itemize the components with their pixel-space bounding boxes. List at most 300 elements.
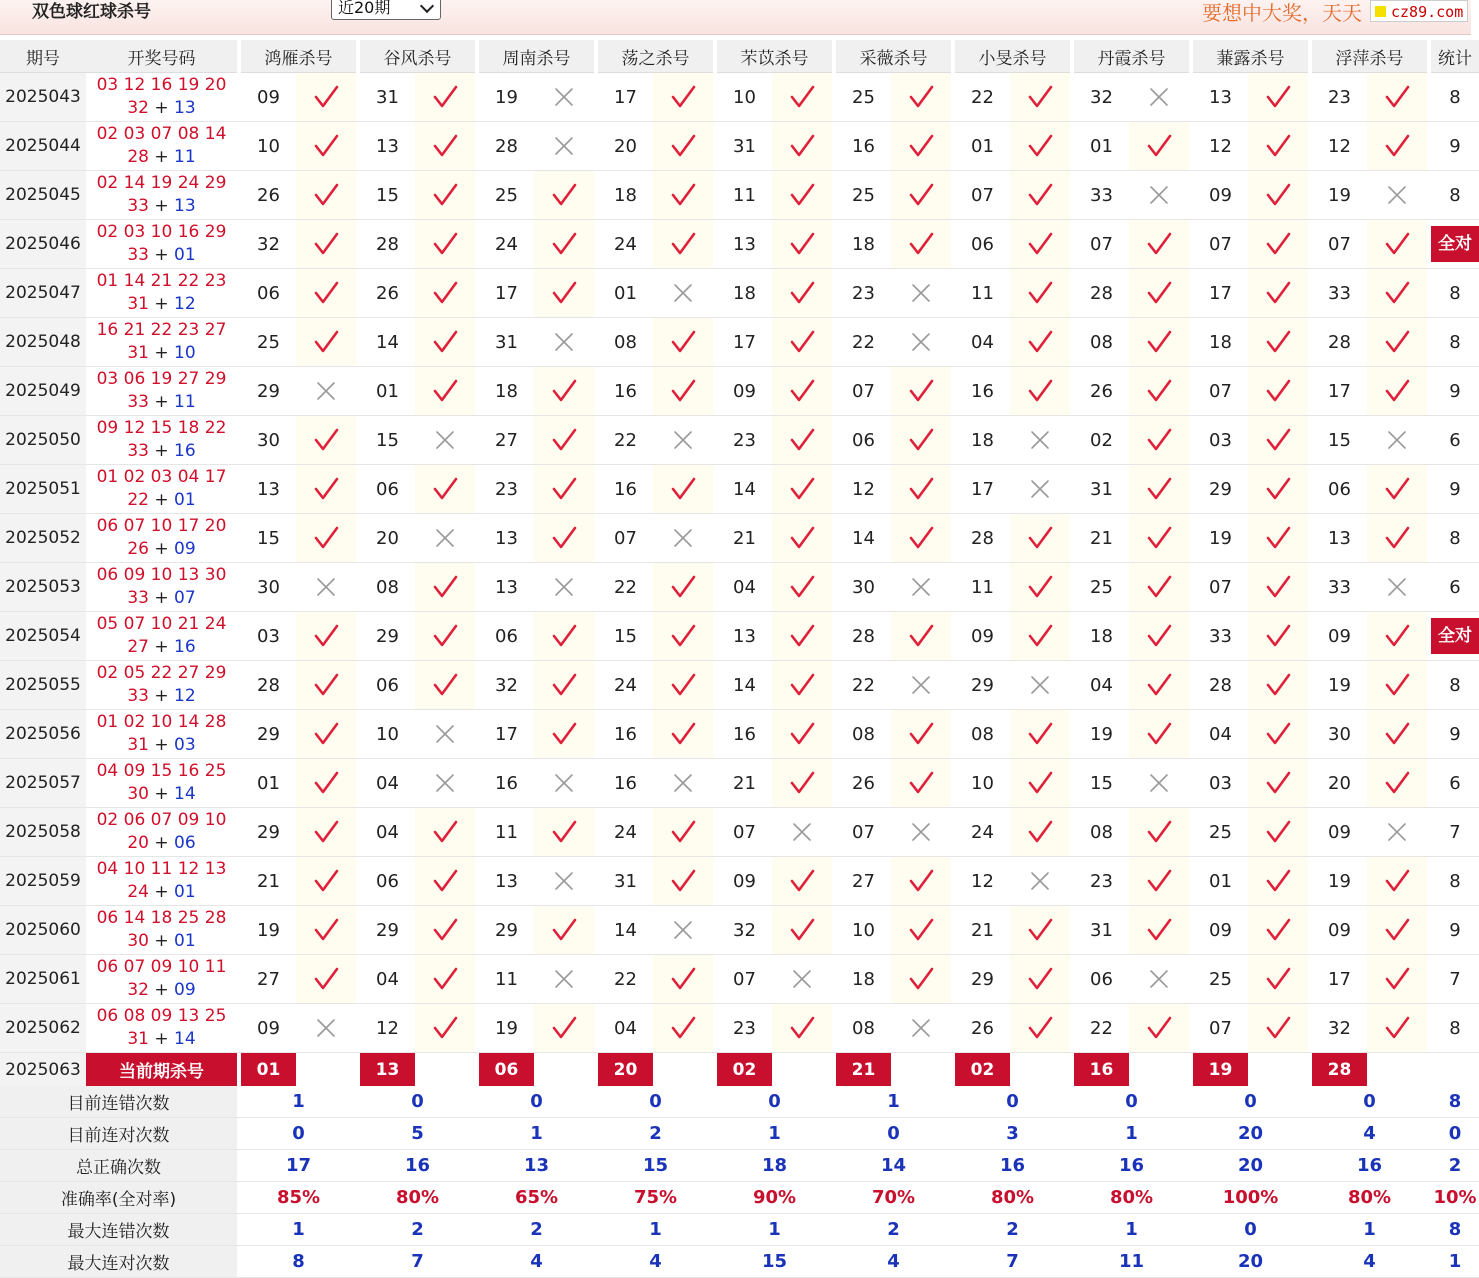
summary-value: 7: [360, 1246, 475, 1278]
kill-number: 32: [241, 220, 296, 269]
kill-number: 27: [836, 857, 891, 906]
red-ball-6: 26: [127, 539, 149, 559]
summary-value: 4: [836, 1246, 951, 1278]
kill-number: 30: [836, 563, 891, 612]
check-icon: [415, 73, 475, 122]
issue-cell: 2025048: [0, 318, 86, 367]
kill-number: 24: [598, 808, 653, 857]
check-icon: [296, 269, 356, 318]
kill-number: 21: [241, 857, 296, 906]
summary-stat: 0: [1431, 1118, 1479, 1150]
kill-number: 15: [1074, 759, 1129, 808]
summary-label: 目前连错次数: [0, 1086, 237, 1118]
summary-value: 17: [241, 1150, 356, 1182]
table-row: [0, 73, 1479, 122]
kill-number: 12: [836, 465, 891, 514]
issue-cell: 2025049: [0, 367, 86, 416]
check-icon: [772, 906, 832, 955]
table-row: [0, 857, 1479, 906]
summary-value: 80%: [1312, 1182, 1427, 1214]
plus-sign: +: [154, 588, 169, 608]
kill-number: 29: [360, 612, 415, 661]
summary-value: 11: [1074, 1246, 1189, 1278]
issue-cell: 2025058: [0, 808, 86, 857]
draw-numbers: [86, 661, 237, 710]
kill-number: 14: [360, 318, 415, 367]
draw-numbers: [86, 465, 237, 514]
kill-number: 06: [360, 465, 415, 514]
cross-icon: [891, 318, 951, 367]
check-icon: [1129, 857, 1189, 906]
kill-number: 03: [241, 612, 296, 661]
check-icon: [1010, 759, 1070, 808]
kill-number: 19: [479, 73, 534, 122]
check-icon: [772, 269, 832, 318]
stat-value: 8: [1449, 870, 1461, 892]
current-kill-blank: [296, 1053, 356, 1086]
summary-value: 1: [1074, 1118, 1189, 1150]
check-icon: [653, 122, 713, 171]
check-icon: [1367, 710, 1427, 759]
current-kill-number: 16: [1074, 1053, 1129, 1086]
check-icon: [296, 612, 356, 661]
kill-number: 28: [1074, 269, 1129, 318]
stat-value: 8: [1449, 331, 1461, 353]
cross-icon: [1010, 416, 1070, 465]
kill-number: 32: [1074, 73, 1129, 122]
blue-ball: 01: [174, 882, 196, 902]
check-icon: [296, 955, 356, 1004]
red-ball-6: 20: [127, 833, 149, 853]
kill-number: 08: [598, 318, 653, 367]
summary-value: 1: [1074, 1214, 1189, 1246]
table-row: [0, 906, 1479, 955]
stat-value: 8: [1449, 184, 1461, 206]
check-icon: [1248, 808, 1308, 857]
issue-cell: 2025053: [0, 563, 86, 612]
check-icon: [891, 955, 951, 1004]
draw-numbers: [86, 710, 237, 759]
check-icon: [1367, 367, 1427, 416]
header-expert: 芣苡杀号: [717, 40, 832, 73]
kill-number: 13: [717, 612, 772, 661]
check-icon: [1010, 318, 1070, 367]
kill-number: 17: [1312, 367, 1367, 416]
table-row: [0, 171, 1479, 220]
cross-icon: [891, 1004, 951, 1053]
kill-number: 10: [360, 710, 415, 759]
check-icon: [415, 808, 475, 857]
kill-number: 29: [955, 955, 1010, 1004]
kill-number: 22: [598, 955, 653, 1004]
check-icon: [653, 808, 713, 857]
check-icon: [653, 73, 713, 122]
kill-number: 04: [1074, 661, 1129, 710]
stat-value: 7: [1449, 968, 1461, 990]
draw-line-2: [86, 1028, 237, 1051]
current-kill-blank: [1010, 1053, 1070, 1086]
summary-stat: 8: [1431, 1214, 1479, 1246]
red-ball-6: 31: [127, 343, 149, 363]
check-icon: [534, 220, 594, 269]
stat-value: 9: [1449, 135, 1461, 157]
check-icon: [891, 906, 951, 955]
check-icon: [653, 318, 713, 367]
kill-number: 13: [360, 122, 415, 171]
stat-value: 9: [1449, 723, 1461, 745]
kill-number: 04: [360, 759, 415, 808]
draw-numbers: [86, 808, 237, 857]
cross-icon: [415, 514, 475, 563]
kill-number: 33: [1312, 563, 1367, 612]
stat-count: [1431, 1004, 1479, 1053]
blue-ball: 10: [174, 343, 196, 363]
summary-value: 0: [1193, 1214, 1308, 1246]
kill-number: 23: [1312, 73, 1367, 122]
draw-numbers: [86, 906, 237, 955]
red-balls: 02 05 22 27 29: [96, 663, 227, 683]
stat-value: 全对: [1431, 618, 1479, 654]
table-row: [0, 122, 1479, 171]
kill-number: 28: [1312, 318, 1367, 367]
check-icon: [1248, 759, 1308, 808]
blue-ball: 03: [174, 735, 196, 755]
kill-number: 26: [836, 759, 891, 808]
kill-number: 16: [598, 710, 653, 759]
check-icon: [296, 220, 356, 269]
kill-number: 01: [360, 367, 415, 416]
cross-icon: [1367, 416, 1427, 465]
summary-value: 85%: [241, 1182, 356, 1214]
summary-value: 2: [360, 1214, 475, 1246]
check-icon: [296, 759, 356, 808]
cross-icon: [1367, 563, 1427, 612]
kill-number: 18: [836, 220, 891, 269]
stat-count: [1431, 955, 1479, 1004]
kill-number: 07: [1074, 220, 1129, 269]
check-icon: [1010, 612, 1070, 661]
summary-value: 90%: [717, 1182, 832, 1214]
summary-value: 13: [479, 1150, 594, 1182]
red-ball-6: 33: [127, 392, 149, 412]
stat-count: [1431, 710, 1479, 759]
summary-label: 总正确次数: [0, 1150, 237, 1182]
summary-value: 1: [1312, 1214, 1427, 1246]
cross-icon: [1129, 171, 1189, 220]
issue-cell: 2025043: [0, 73, 86, 122]
blue-ball: 16: [174, 441, 196, 461]
kill-number: 22: [836, 661, 891, 710]
kill-number: 24: [479, 220, 534, 269]
check-icon: [415, 661, 475, 710]
logo-text: cz89.com: [1391, 3, 1464, 21]
kill-number: 03: [1193, 759, 1248, 808]
cross-icon: [534, 318, 594, 367]
check-icon: [296, 465, 356, 514]
kill-number: 21: [717, 759, 772, 808]
kill-number: 28: [955, 514, 1010, 563]
check-icon: [296, 514, 356, 563]
check-icon: [653, 710, 713, 759]
red-balls: 16 21 22 23 27: [96, 320, 227, 340]
kill-number: 06: [360, 857, 415, 906]
red-balls: 06 09 10 13 30: [96, 565, 227, 585]
current-kill-label: 当前期杀号: [86, 1053, 237, 1086]
summary-row: [0, 1086, 1479, 1118]
check-icon: [415, 1004, 475, 1053]
check-icon: [415, 220, 475, 269]
plus-sign: +: [154, 784, 169, 804]
red-ball-6: 33: [127, 196, 149, 216]
current-kill-number: 01: [241, 1053, 296, 1086]
header-expert: 采薇杀号: [836, 40, 951, 73]
blue-ball: 11: [174, 392, 196, 412]
stat-value: 8: [1449, 527, 1461, 549]
period-select[interactable]: [331, 0, 441, 20]
check-icon: [1010, 710, 1070, 759]
kill-number: 26: [241, 171, 296, 220]
stat-count: [1431, 563, 1479, 612]
check-icon: [653, 1004, 713, 1053]
draw-line-2: [86, 97, 237, 120]
kill-number: 11: [955, 563, 1010, 612]
current-kill-number: 13: [360, 1053, 415, 1086]
cross-icon: [891, 808, 951, 857]
kill-number: 29: [955, 661, 1010, 710]
table-row: [0, 612, 1479, 661]
red-ball-6: 33: [127, 588, 149, 608]
cross-icon: [534, 759, 594, 808]
summary-value: 3: [955, 1118, 1070, 1150]
kill-number: 21: [1074, 514, 1129, 563]
table-row: [0, 318, 1479, 367]
draw-line-2: [86, 734, 237, 757]
kill-number: 13: [479, 563, 534, 612]
kill-number: 32: [1312, 1004, 1367, 1053]
summary-value: 18: [717, 1150, 832, 1182]
kill-number: 13: [1312, 514, 1367, 563]
plus-sign: +: [154, 1029, 169, 1049]
current-issue: 2025063: [0, 1053, 86, 1086]
summary-value: 2: [598, 1118, 713, 1150]
summary-value: 14: [836, 1150, 951, 1182]
table-row: [0, 808, 1479, 857]
stat-value: 8: [1449, 282, 1461, 304]
plus-sign: +: [154, 147, 169, 167]
logo-square-icon: [1375, 6, 1386, 17]
header-expert: 小旻杀号: [955, 40, 1070, 73]
kill-number: 09: [241, 1004, 296, 1053]
plus-sign: +: [154, 686, 169, 706]
draw-numbers: [86, 171, 237, 220]
check-icon: [534, 514, 594, 563]
kill-number: 07: [836, 367, 891, 416]
kill-number: 14: [717, 465, 772, 514]
check-icon: [891, 416, 951, 465]
kill-number: 02: [1074, 416, 1129, 465]
red-balls: 04 10 11 12 13: [96, 859, 227, 879]
draw-numbers: [86, 612, 237, 661]
table-row: [0, 955, 1479, 1004]
summary-stat: 10%: [1431, 1182, 1479, 1214]
draw-line-2: [86, 489, 237, 512]
check-icon: [772, 1004, 832, 1053]
issue-cell: 2025045: [0, 171, 86, 220]
kill-number: 15: [241, 514, 296, 563]
red-ball-6: 31: [127, 735, 149, 755]
red-balls: 06 07 09 10 11: [96, 957, 227, 977]
cross-icon: [534, 122, 594, 171]
kill-number: 13: [1193, 73, 1248, 122]
slogan-text: 要想中大奖，天天: [1202, 1, 1362, 25]
check-icon: [653, 661, 713, 710]
all-correct-badge: [1431, 612, 1479, 661]
red-ball-6: 31: [127, 294, 149, 314]
plus-sign: +: [154, 245, 169, 265]
kill-number: 06: [360, 661, 415, 710]
red-ball-6: 22: [127, 490, 149, 510]
check-icon: [1248, 563, 1308, 612]
check-icon: [415, 122, 475, 171]
draw-line-2: [86, 342, 237, 365]
draw-numbers: [86, 220, 237, 269]
check-icon: [1248, 857, 1308, 906]
kill-number: 10: [955, 759, 1010, 808]
check-icon: [653, 612, 713, 661]
kill-number: 08: [836, 1004, 891, 1053]
kill-number: 11: [479, 808, 534, 857]
draw-line-2: [86, 636, 237, 659]
red-ball-6: 33: [127, 245, 149, 265]
kill-number: 07: [1193, 367, 1248, 416]
stat-value: 全对: [1431, 226, 1479, 262]
red-balls: 06 14 18 25 28: [96, 908, 227, 928]
kill-number: 09: [1193, 171, 1248, 220]
kill-number: 07: [955, 171, 1010, 220]
check-icon: [415, 465, 475, 514]
check-icon: [1367, 955, 1427, 1004]
check-icon: [653, 367, 713, 416]
kill-number: 13: [479, 857, 534, 906]
kill-number: 18: [955, 416, 1010, 465]
kill-number: 09: [717, 367, 772, 416]
kill-number: 13: [717, 220, 772, 269]
cross-icon: [1010, 857, 1070, 906]
red-balls: 02 06 07 09 10: [96, 810, 227, 830]
kill-number: 33: [1312, 269, 1367, 318]
current-kill-blank: [772, 1053, 832, 1086]
summary-value: 1: [241, 1214, 356, 1246]
kill-number: 01: [598, 269, 653, 318]
kill-number: 01: [1074, 122, 1129, 171]
check-icon: [1129, 906, 1189, 955]
kill-number: 23: [1074, 857, 1129, 906]
kill-number: 25: [1193, 808, 1248, 857]
plus-sign: +: [154, 882, 169, 902]
kill-number: 28: [360, 220, 415, 269]
check-icon: [772, 465, 832, 514]
kill-number: 19: [241, 906, 296, 955]
check-icon: [534, 612, 594, 661]
draw-line-2: [86, 440, 237, 463]
blue-ball: 13: [174, 98, 196, 118]
kill-number: 26: [955, 1004, 1010, 1053]
kill-number: 06: [1312, 465, 1367, 514]
check-icon: [296, 661, 356, 710]
draw-numbers: [86, 73, 237, 122]
check-icon: [1010, 808, 1070, 857]
kill-number: 09: [717, 857, 772, 906]
summary-value: 4: [1312, 1246, 1427, 1278]
check-icon: [1367, 857, 1427, 906]
kill-number: 09: [241, 73, 296, 122]
kill-number: 15: [360, 171, 415, 220]
summary-value: 0: [241, 1118, 356, 1150]
draw-numbers: [86, 269, 237, 318]
summary-value: 0: [1312, 1086, 1427, 1118]
red-balls: 03 06 19 27 29: [96, 369, 227, 389]
kill-number: 20: [598, 122, 653, 171]
kill-number: 25: [241, 318, 296, 367]
red-ball-6: 32: [127, 98, 149, 118]
issue-cell: 2025059: [0, 857, 86, 906]
header-expert: 周南杀号: [479, 40, 594, 73]
summary-value: 0: [717, 1086, 832, 1118]
check-icon: [772, 759, 832, 808]
check-icon: [415, 563, 475, 612]
kill-number: 28: [479, 122, 534, 171]
kill-number: 19: [1312, 857, 1367, 906]
blue-ball: 11: [174, 147, 196, 167]
cross-icon: [1129, 759, 1189, 808]
blue-ball: 01: [174, 245, 196, 265]
site-logo[interactable]: [1370, 0, 1468, 22]
current-kill-blank: [891, 1053, 951, 1086]
check-icon: [891, 759, 951, 808]
table-row: [0, 416, 1479, 465]
issue-cell: 2025046: [0, 220, 86, 269]
check-icon: [534, 661, 594, 710]
cross-icon: [653, 906, 713, 955]
kill-number: 24: [598, 661, 653, 710]
plus-sign: +: [154, 294, 169, 314]
kill-number: 08: [1074, 318, 1129, 367]
check-icon: [534, 808, 594, 857]
cross-icon: [296, 367, 356, 416]
kill-number: 24: [955, 808, 1010, 857]
check-icon: [1248, 612, 1308, 661]
check-icon: [296, 171, 356, 220]
blue-ball: 12: [174, 686, 196, 706]
summary-value: 1: [598, 1214, 713, 1246]
summary-value: 0: [479, 1086, 594, 1118]
summary-value: 1: [836, 1086, 951, 1118]
kill-number: 26: [360, 269, 415, 318]
kill-number: 08: [955, 710, 1010, 759]
plus-sign: +: [154, 392, 169, 412]
kill-number: 33: [1074, 171, 1129, 220]
check-icon: [1248, 710, 1308, 759]
issue-cell: 2025062: [0, 1004, 86, 1053]
blue-ball: 09: [174, 539, 196, 559]
kill-number: 22: [598, 416, 653, 465]
kill-number: 23: [717, 1004, 772, 1053]
check-icon: [1010, 220, 1070, 269]
cross-icon: [891, 661, 951, 710]
kill-number: 04: [598, 1004, 653, 1053]
check-icon: [1367, 759, 1427, 808]
draw-numbers: [86, 122, 237, 171]
